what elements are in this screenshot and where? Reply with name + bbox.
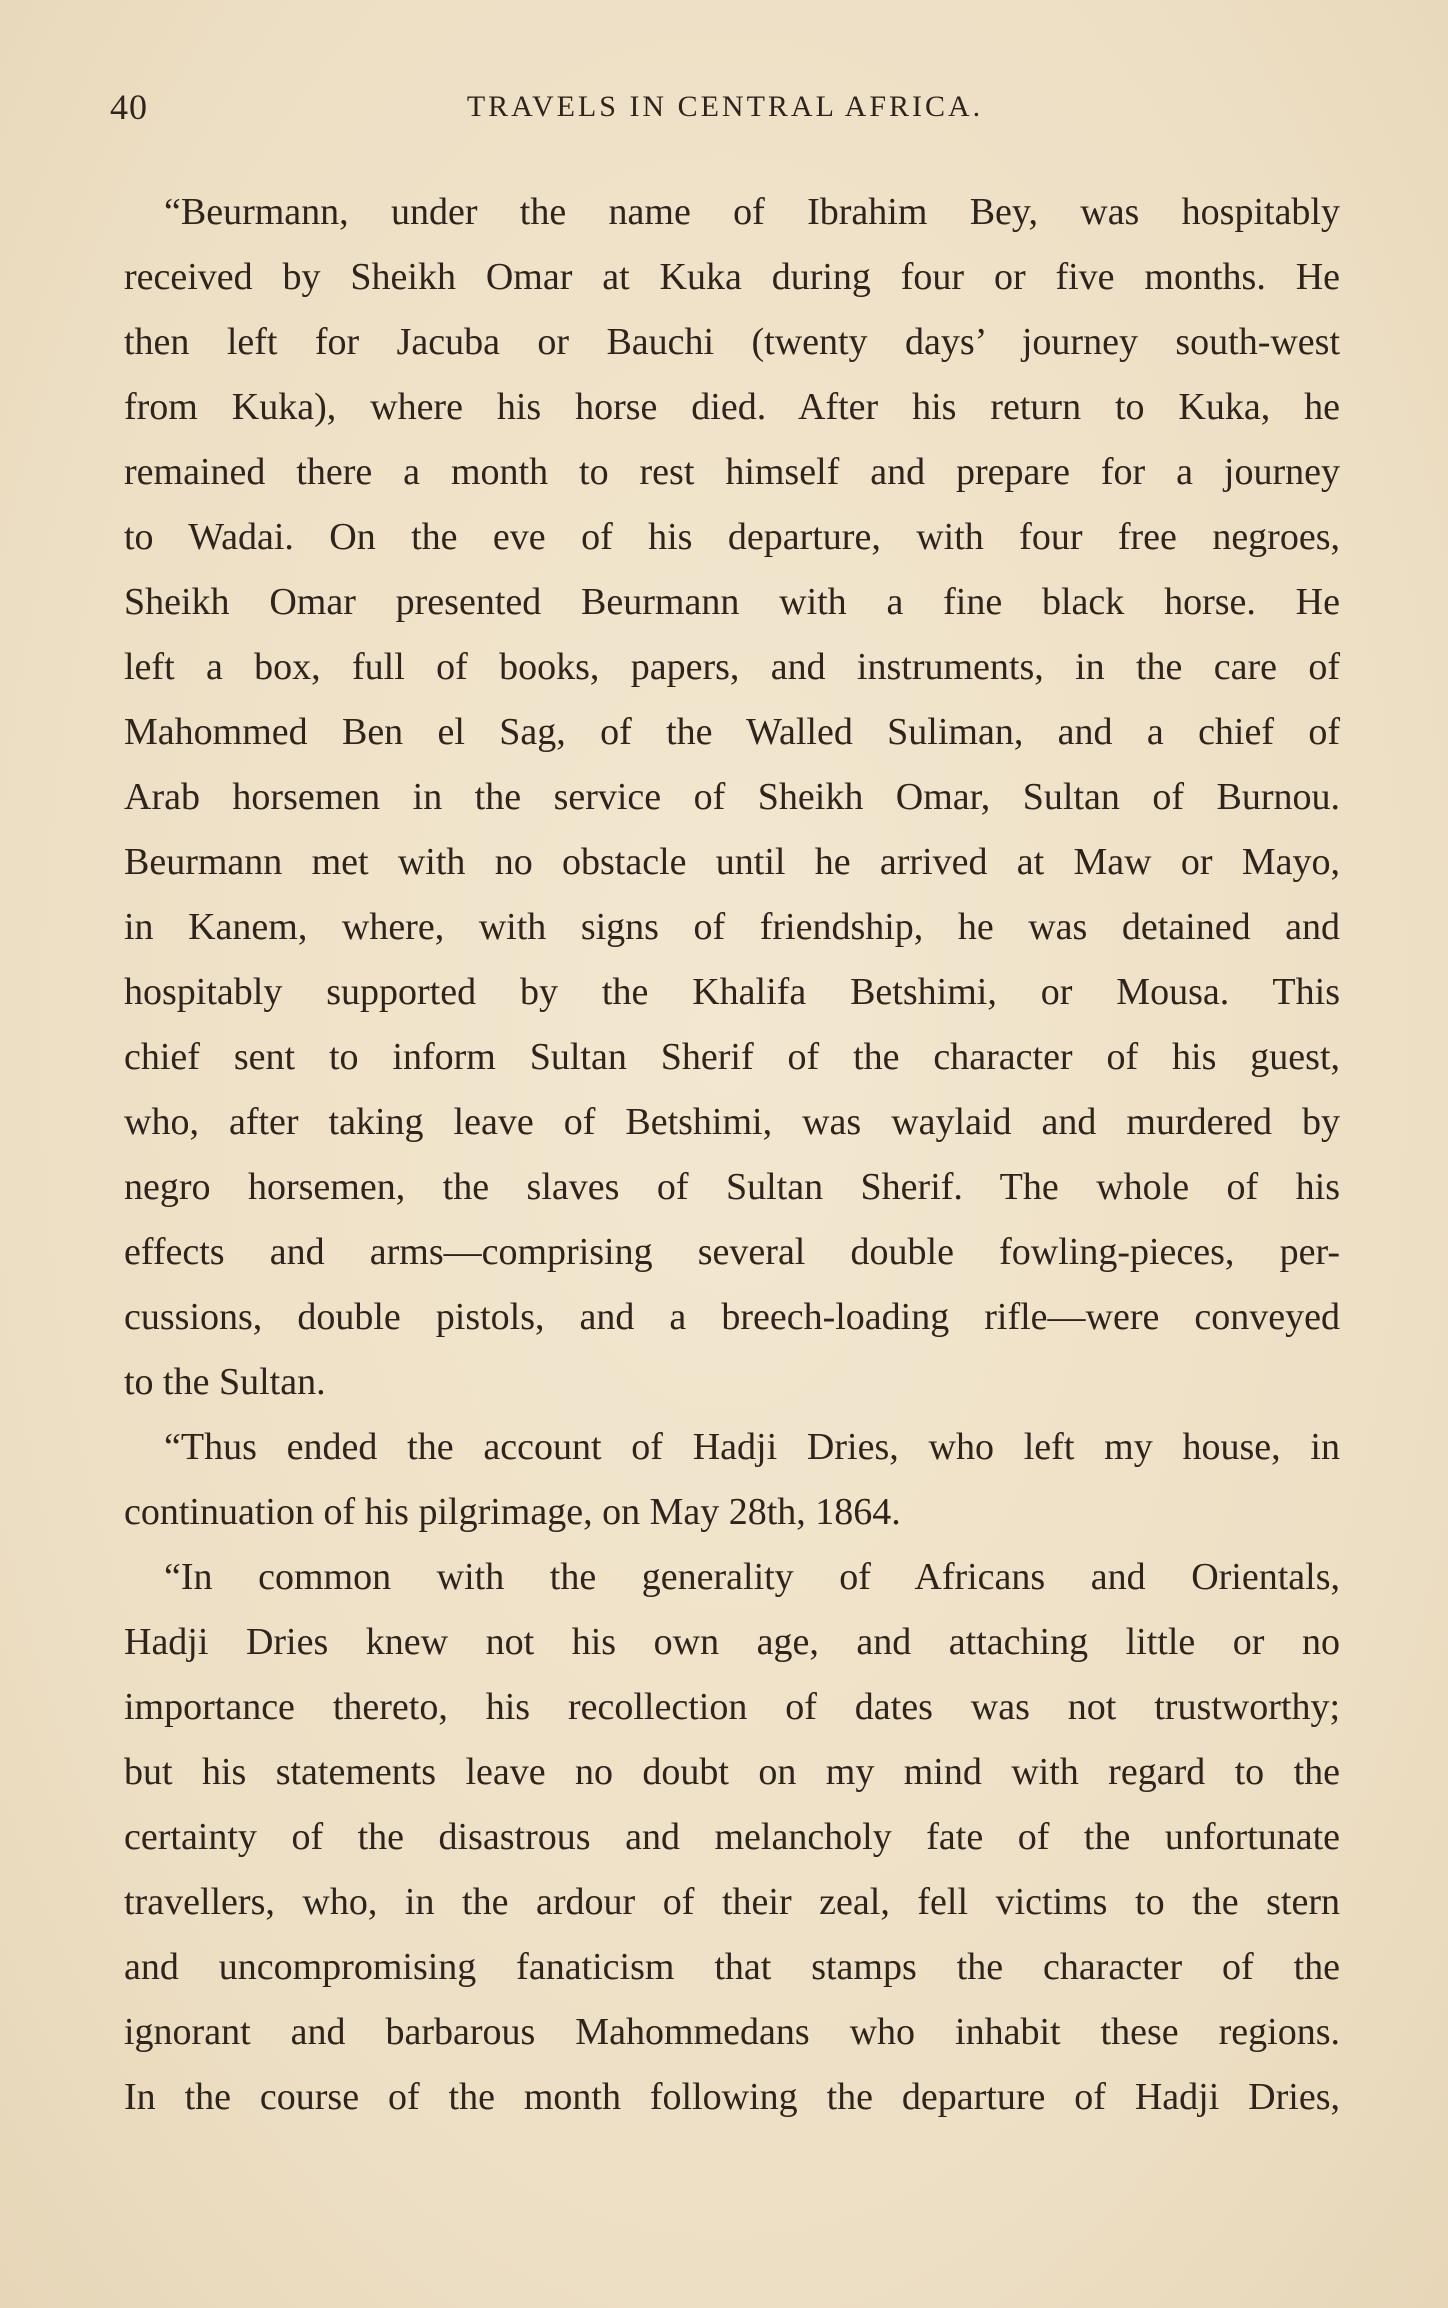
text-line: effects and arms—comprising several double fowling-pieces, per- — [124, 1231, 1340, 1273]
running-title: TRAVELS IN CENTRAL AFRICA. — [466, 90, 984, 123]
text-line: who, after taking leave of Betshimi, was waylaid and murdered by — [124, 1101, 1340, 1143]
text-line: Arab horsemen in the service of Sheikh Omar, Sultan of Burnou. — [124, 776, 1340, 818]
text-line: Mahommed Ben el Sag, of the Walled Suliman, and a chief of — [124, 711, 1340, 753]
text-line: continuation of his pilgrimage, on May 28th, 1864. — [124, 1491, 901, 1533]
text-line: certainty of the disastrous and melancholy fate of the unfortunate — [124, 1816, 1340, 1858]
text-line: “Beurmann, under the name of Ibrahim Bey, was hospitably — [164, 191, 1340, 233]
text-line: hospitably supported by the Khalifa Betshimi, or Mousa. This — [124, 971, 1340, 1013]
text-line: importance thereto, his recollection of dates was not trustworthy; — [124, 1686, 1340, 1728]
text-line: received by Sheikh Omar at Kuka during four or five months. He — [124, 256, 1340, 298]
text-line: “In common with the generality of Africans and Orientals, — [164, 1556, 1340, 1598]
text-line: remained there a month to rest himself and prepare for a journey — [124, 451, 1340, 493]
text-line: in Kanem, where, with signs of friendship, he was detained and — [124, 906, 1340, 948]
text-line: Sheikh Omar presented Beurmann with a fine black horse. He — [124, 581, 1340, 623]
page-header — [110, 86, 1340, 136]
text-line: negro horsemen, the slaves of Sultan Sherif. The whole of his — [124, 1166, 1340, 1208]
text-line: to Wadai. On the eve of his departure, with four free negroes, — [124, 516, 1340, 558]
text-line: travellers, who, in the ardour of their zeal, fell victims to the stern — [124, 1881, 1340, 1923]
text-line: and uncompromising fanaticism that stamps the character of the — [124, 1946, 1340, 1988]
text-line: In the course of the month following the departure of Hadji Dries, — [124, 2076, 1340, 2118]
body-text — [124, 180, 1340, 2130]
text-line: to the Sultan. — [124, 1361, 326, 1403]
text-line: ignorant and barbarous Mahommedans who inhabit these regions. — [124, 2011, 1340, 2053]
text-line: chief sent to inform Sultan Sherif of the character of his guest, — [124, 1036, 1340, 1078]
text-line: “Thus ended the account of Hadji Dries, who left my house, in — [164, 1426, 1340, 1468]
text-line: then left for Jacuba or Bauchi (twenty days’ journey south-west — [124, 321, 1340, 363]
page-number: 40 — [110, 87, 148, 127]
text-line: from Kuka), where his horse died. After his return to Kuka, he — [124, 386, 1340, 428]
text-line: Hadji Dries knew not his own age, and attaching little or no — [124, 1621, 1340, 1663]
text-line: Beurmann met with no obstacle until he arrived at Maw or Mayo, — [124, 841, 1340, 883]
text-line: but his statements leave no doubt on my mind with regard to the — [124, 1751, 1340, 1793]
text-line: left a box, full of books, papers, and instruments, in the care of — [124, 646, 1340, 688]
text-line: cussions, double pistols, and a breech-loading rifle—were conveyed — [124, 1296, 1340, 1338]
